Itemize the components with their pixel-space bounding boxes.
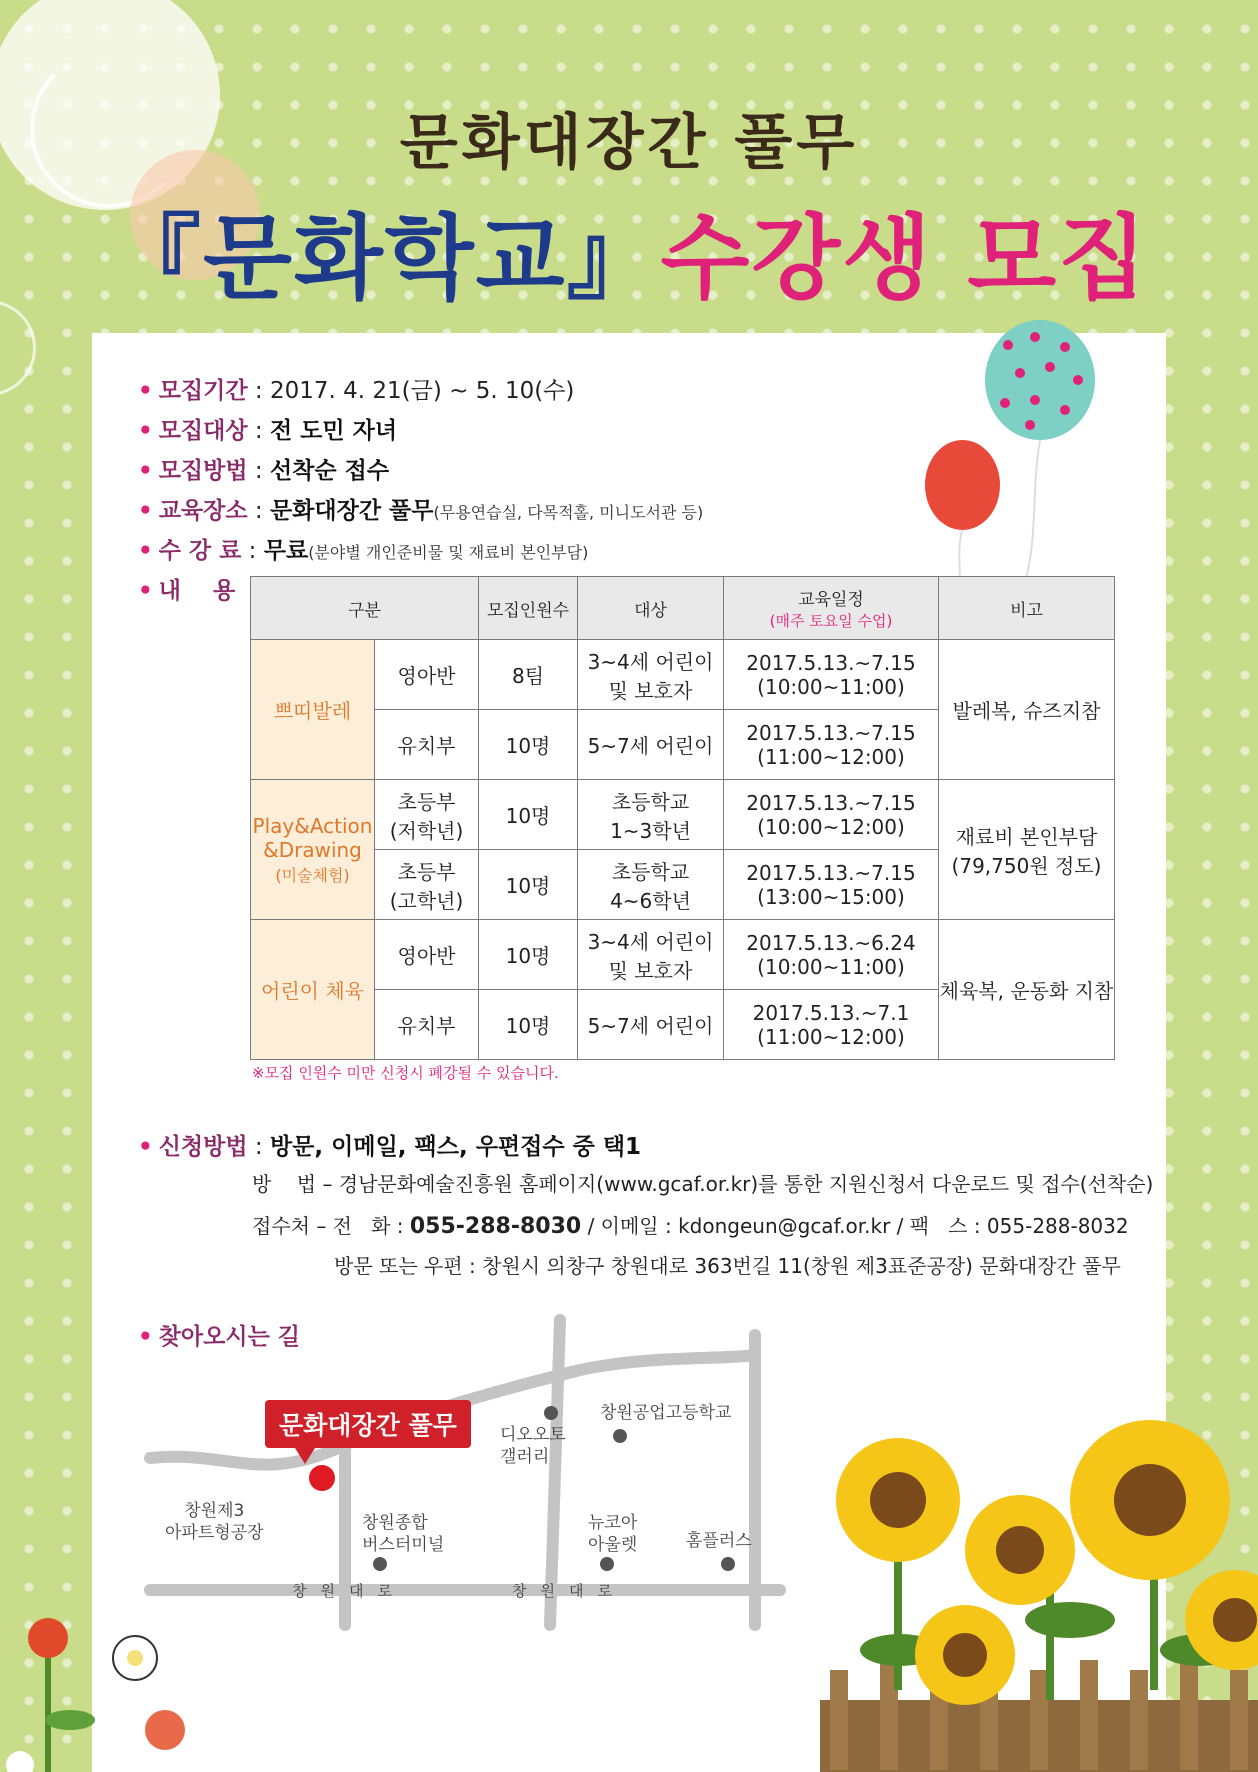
- period-value: 2017. 4. 21(금) ~ 5. 10(수): [269, 378, 575, 404]
- info-row-location: • 교육장소 : 문화대장간 풀무(무용연습실, 다목적홀, 미니도서관 등): [138, 498, 704, 524]
- map-label-bus: 창원종합 버스터미널: [362, 1513, 445, 1555]
- map-road-label-1: 창원대로: [292, 1582, 406, 1600]
- table-cell-count: 10명: [479, 920, 578, 990]
- map-label-school: 창원공업고등학교: [600, 1403, 732, 1423]
- table-notice: ※모집 인원수 미만 신청시 폐강될 수 있습니다.: [252, 1064, 559, 1082]
- table-cell-target: 초등학교 1~3학년: [578, 780, 724, 850]
- table-cell-count: 10명: [479, 850, 578, 920]
- map-label-newcore: 뉴코아 아울렛: [588, 1513, 638, 1555]
- apply-row: • 신청방법 : 방문, 이메일, 팩스, 우편접수 중 택1: [138, 1134, 642, 1160]
- map-label-dioto: 디오오토 갤러리: [500, 1425, 566, 1467]
- table-cell-count: 10명: [479, 990, 578, 1060]
- table-cell-sub: 초등부 (고학년): [375, 850, 479, 920]
- table-cell-schedule: 2017.5.13.~7.15 (10:00~11:00): [724, 640, 939, 710]
- table-cell-sub: 유치부: [375, 990, 479, 1060]
- table-row: [251, 780, 1115, 850]
- map-label-homeplus: 홈플러스: [686, 1531, 752, 1551]
- table-cell-sub: 초등부 (저학년): [375, 780, 479, 850]
- table-cell-schedule: 2017.5.13.~7.15 (11:00~12:00): [724, 710, 939, 780]
- apply-visit-line: 방문 또는 우편 : 창원시 의창구 창원대로 363번길 11(창원 제3표준공장) 문화대장간 풀무: [334, 1254, 1121, 1278]
- table-cell-schedule: 2017.5.13.~6.24 (10:00~11:00): [724, 920, 939, 990]
- table-cell-remark: 재료비 본인부담 (79,750원 정도): [939, 780, 1115, 920]
- phone-number: 055-288-8030: [409, 1214, 582, 1239]
- info-row-period: • 모집기간 : 2017. 4. 21(금) ~ 5. 10(수): [138, 378, 575, 404]
- small-flowers-icon: [0, 1600, 220, 1772]
- header-count: 모집인원수: [479, 577, 578, 640]
- table-cell-category: 쁘띠발레: [251, 640, 375, 780]
- header-remark: 비고: [939, 577, 1115, 640]
- header-category: 구분: [251, 577, 479, 640]
- table-row: [251, 640, 1115, 710]
- table-cell-schedule: 2017.5.13.~7.1 (11:00~12:00): [724, 990, 939, 1060]
- table-cell-category: 어린이 체육: [251, 920, 375, 1060]
- schedule-table: [250, 576, 1115, 1060]
- table-cell-target: 5~7세 어린이: [578, 990, 724, 1060]
- table-cell-sub: 영아반: [375, 920, 479, 990]
- table-cell-count: 8팀: [479, 640, 578, 710]
- poster-title-line1: 문화대장간 풀무: [399, 108, 859, 178]
- map-road-label-2: 창원대로: [512, 1582, 626, 1600]
- table-cell-target: 초등학교 4~6학년: [578, 850, 724, 920]
- map-location-badge: 문화대장간 풀무: [265, 1400, 471, 1448]
- email-address: kdongeun@gcaf.or.kr: [678, 1214, 891, 1238]
- table-cell-sub: 유치부: [375, 710, 479, 780]
- info-row-method: • 모집방법 : 선착순 접수: [138, 458, 390, 484]
- table-cell-remark: 체육복, 운동화 지참: [939, 920, 1115, 1060]
- info-row-content: • 내 용: [138, 578, 236, 604]
- table-cell-count: 10명: [479, 710, 578, 780]
- table-cell-target: 3~4세 어린이 및 보호자: [578, 920, 724, 990]
- map-label-apt: 창원제3 아파트형공장: [165, 1501, 264, 1543]
- info-row-target: • 모집대상 : 전 도민 자녀: [138, 418, 398, 444]
- table-cell-category: Play&Action &Drawing (미술체험): [251, 780, 375, 920]
- table-row: [251, 920, 1115, 990]
- table-cell-target: 3~4세 어린이 및 보호자: [578, 640, 724, 710]
- directions-title: • 찾아오시는 길: [138, 1324, 301, 1350]
- title-school-name: 『문화학교』: [109, 205, 661, 312]
- table-cell-remark: 발레복, 슈즈지참: [939, 640, 1115, 780]
- table-cell-target: 5~7세 어린이: [578, 710, 724, 780]
- info-row-fee: • 수 강 료 : 무료(분야별 개인준비물 및 재료비 본인부담): [138, 538, 589, 564]
- table-header-row: [251, 577, 1115, 640]
- sunflower-illustration-icon: [820, 1420, 1258, 1772]
- table-cell-schedule: 2017.5.13.~7.15 (13:00~15:00): [724, 850, 939, 920]
- table-cell-count: 10명: [479, 780, 578, 850]
- title-recruit: 수강생 모집: [660, 205, 1149, 312]
- table-cell-schedule: 2017.5.13.~7.15 (10:00~12:00): [724, 780, 939, 850]
- header-target: 대상: [578, 577, 724, 640]
- apply-method-line: 방 법 – 경남문화예술진흥원 홈페이지(www.gcaf.or.kr)를 통한 지원신청서 다운로드 및 접수(선착순): [252, 1172, 1154, 1196]
- apply-contact-line: 접수처 – 전 화 : 055-288-8030 / 이메일 : kdongeun@gcaf.or.kr / 팩 스 : 055-288-8032: [252, 1214, 1129, 1239]
- table-cell-sub: 영아반: [375, 640, 479, 710]
- fax-number: 055-288-8032: [986, 1214, 1129, 1238]
- header-schedule: 교육일정 (매주 토요일 수업): [724, 577, 939, 640]
